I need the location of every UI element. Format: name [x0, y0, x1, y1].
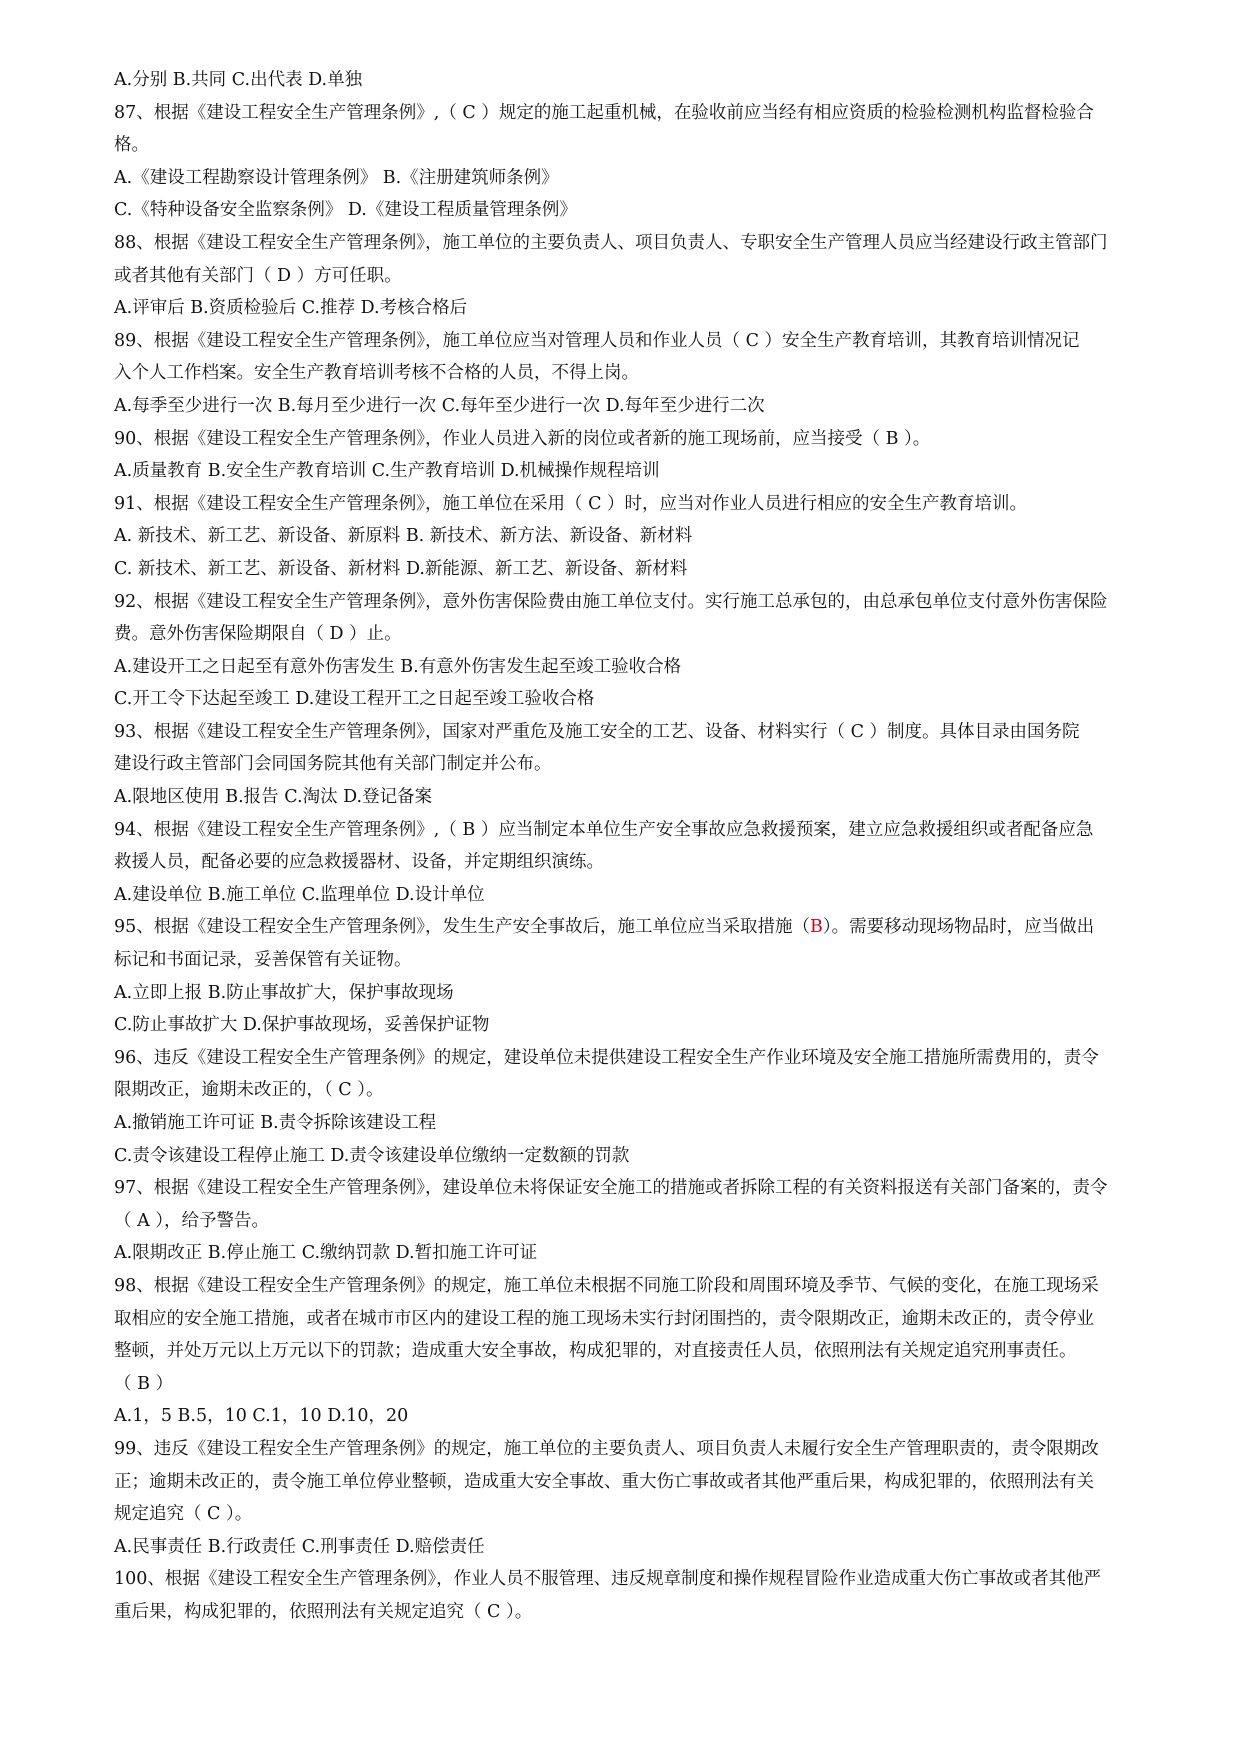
text-line: 97、根据《建设工程安全生产管理条例》，建设单位未将保证安全施工的措施或者拆除工程的有关资料报送有关部门备案的，责令	[114, 1178, 1108, 1199]
text-line: A.分别 B.共同 C.出代表 D.单独	[114, 70, 363, 90]
text-line: 建设行政主管部门会同国务院其他有关部门制定并公布。	[114, 754, 552, 775]
text-line: 规定追究（ C ）。	[114, 1504, 253, 1525]
document-page	[114, 64, 1164, 1629]
text-line: 88、根据《建设工程安全生产管理条例》，施工单位的主要负责人、项目负责人、专职安全生产管理人员应当经建设行政主管部门	[114, 232, 1108, 253]
answer-highlight: B	[810, 917, 823, 938]
text-line: 整顿，并处万元以上万元以下的罚款；造成重大安全事故，构成犯罪的，对直接责任人员，依照刑法有关规定追究刑事责任。	[114, 1341, 1077, 1362]
text-line: A.1，5 B.5，10 C.1，10 D.10，20	[114, 1406, 409, 1427]
text-line: A.评审后 B.资质检验后 C.推荐 D.考核合格后	[114, 298, 468, 319]
text-line: 100、根据《建设工程安全生产管理条例》，作业人员不服管理、违反规章制度和操作规程冒险作业造成重大伤亡事故或者其他严	[114, 1569, 1102, 1590]
text-line: 89、根据《建设工程安全生产管理条例》，施工单位应当对管理人员和作业人员（ C ）安全生产教育培训，其教育培训情况记	[114, 330, 1080, 351]
text-line: 救援人员，配备必要的应急救援器材、设备，并定期组织演练。	[114, 852, 604, 873]
text-line: A.民事责任 B.行政责任 C.刑事责任 D.赔偿责任	[114, 1536, 485, 1557]
text-line: C.防止事故扩大 D.保护事故现场，妥善保护证物	[114, 1015, 490, 1036]
text-line: 限期改正，逾期未改正的，（ C ）。	[114, 1080, 384, 1101]
text-line	[114, 911, 1164, 944]
text-line: 93、根据《建设工程安全生产管理条例》，国家对严重危及施工安全的工艺、设备、材料实行（ C ）制度。具体目录由国务院	[114, 721, 1080, 742]
text-line: A.建设单位 B.施工单位 C.监理单位 D.设计单位	[114, 884, 485, 905]
text-line: 90、根据《建设工程安全生产管理条例》，作业人员进入新的岗位或者新的施工现场前，应当接受（ B ）。	[114, 428, 931, 449]
text-segment: ）。需要移动现场物品时，应当做出	[822, 917, 1095, 938]
text-line: A. 新技术、新工艺、新设备、新原料 B. 新技术、新方法、新设备、新材料	[114, 526, 693, 547]
text-line: 94、根据《建设工程安全生产管理条例》,（ B ）应当制定本单位生产安全事故应急救援预案，建立应急救援组织或者配备应急	[114, 819, 1094, 840]
text-line: 87、根据《建设工程安全生产管理条例》,（ C ）规定的施工起重机械，在验收前应当经有相应资质的检验检测机构监督检验合	[114, 102, 1094, 123]
text-line: 费。意外伤害保险期限自（ D ）止。	[114, 624, 402, 645]
text-line: 96、违反《建设工程安全生产管理条例》的规定，建设单位未提供建设工程安全生产作业环境及安全施工措施所需费用的，责令	[114, 1047, 1099, 1068]
text-line: C.开工令下达起至竣工 D.建设工程开工之日起至竣工验收合格	[114, 689, 595, 710]
text-line: 98、根据《建设工程安全生产管理条例》的规定，施工单位未根据不同施工阶段和周围环境及季节、气候的变化，在施工现场采	[114, 1275, 1099, 1296]
text-line: A.限地区使用 B.报告 C.淘汰 D.登记备案	[114, 787, 433, 808]
text-line: A.质量教育 B.安全生产教育培训 C.生产教育培训 D.机械操作规程培训	[114, 461, 660, 482]
text-segment: 95、根据《建设工程安全生产管理条例》，发生生产安全事故后，施工单位应当采取措施（	[114, 917, 811, 938]
text-line: A.建设开工之日起至有意外伤害发生 B.有意外伤害发生起至竣工验收合格	[114, 656, 682, 677]
text-line: 99、违反《建设工程安全生产管理条例》的规定，施工单位的主要负责人、项目负责人未履行安全生产管理职责的，责令限期改	[114, 1438, 1099, 1459]
text-line: （ B ）	[114, 1373, 173, 1394]
text-line: 重后果，构成犯罪的，依照刑法有关规定追究（ C ）。	[114, 1601, 533, 1622]
text-line: （ A ），给予警告。	[114, 1210, 270, 1231]
text-line: 取相应的安全施工措施，或者在城市市区内的建设工程的施工现场未实行封闭围挡的，责令限期改正，逾期未改正的，责令停业	[114, 1308, 1094, 1329]
text-line: 或者其他有关部门（ D ）方可任职。	[114, 265, 402, 286]
text-line: 格。	[114, 135, 149, 156]
text-line: 正；逾期未改正的，责令施工单位停业整顿，造成重大安全事故、重大伤亡事故或者其他严重后果，构成犯罪的，依照刑法有关	[114, 1471, 1094, 1492]
text-line: 91、根据《建设工程安全生产管理条例》，施工单位在采用（ C ）时，应当对作业人员进行相应的安全生产教育培训。	[114, 493, 1028, 514]
text-line: 标记和书面记录，妥善保管有关证物。	[114, 950, 412, 971]
text-line: 92、根据《建设工程安全生产管理条例》，意外伤害保险费由施工单位支付。实行施工总承包的，由总承包单位支付意外伤害保险	[114, 591, 1108, 612]
text-line: C. 新技术、新工艺、新设备、新材料 D.新能源、新工艺、新设备、新材料	[114, 558, 688, 579]
text-line: A.立即上报 B.防止事故扩大，保护事故现场	[114, 982, 454, 1003]
text-line: 入个人工作档案。安全生产教育培训考核不合格的人员，不得上岗。	[114, 363, 639, 384]
text-line: A.限期改正 B.停止施工 C.缴纳罚款 D.暂扣施工许可证	[114, 1243, 538, 1264]
text-line: A.每季至少进行一次 B.每月至少进行一次 C.每年至少进行一次 D.每年至少进行二次	[114, 395, 765, 416]
text-line: C.《特种设备安全监察条例》 D.《建设工程质量管理条例》	[114, 200, 577, 221]
text-line: A.撤销施工许可证 B.责令拆除该建设工程	[114, 1113, 437, 1133]
text-line: A.《建设工程勘察设计管理条例》 B.《注册建筑师条例》	[114, 167, 559, 188]
text-line: C.责令该建设工程停止施工 D.责令该建设单位缴纳一定数额的罚款	[114, 1145, 630, 1166]
